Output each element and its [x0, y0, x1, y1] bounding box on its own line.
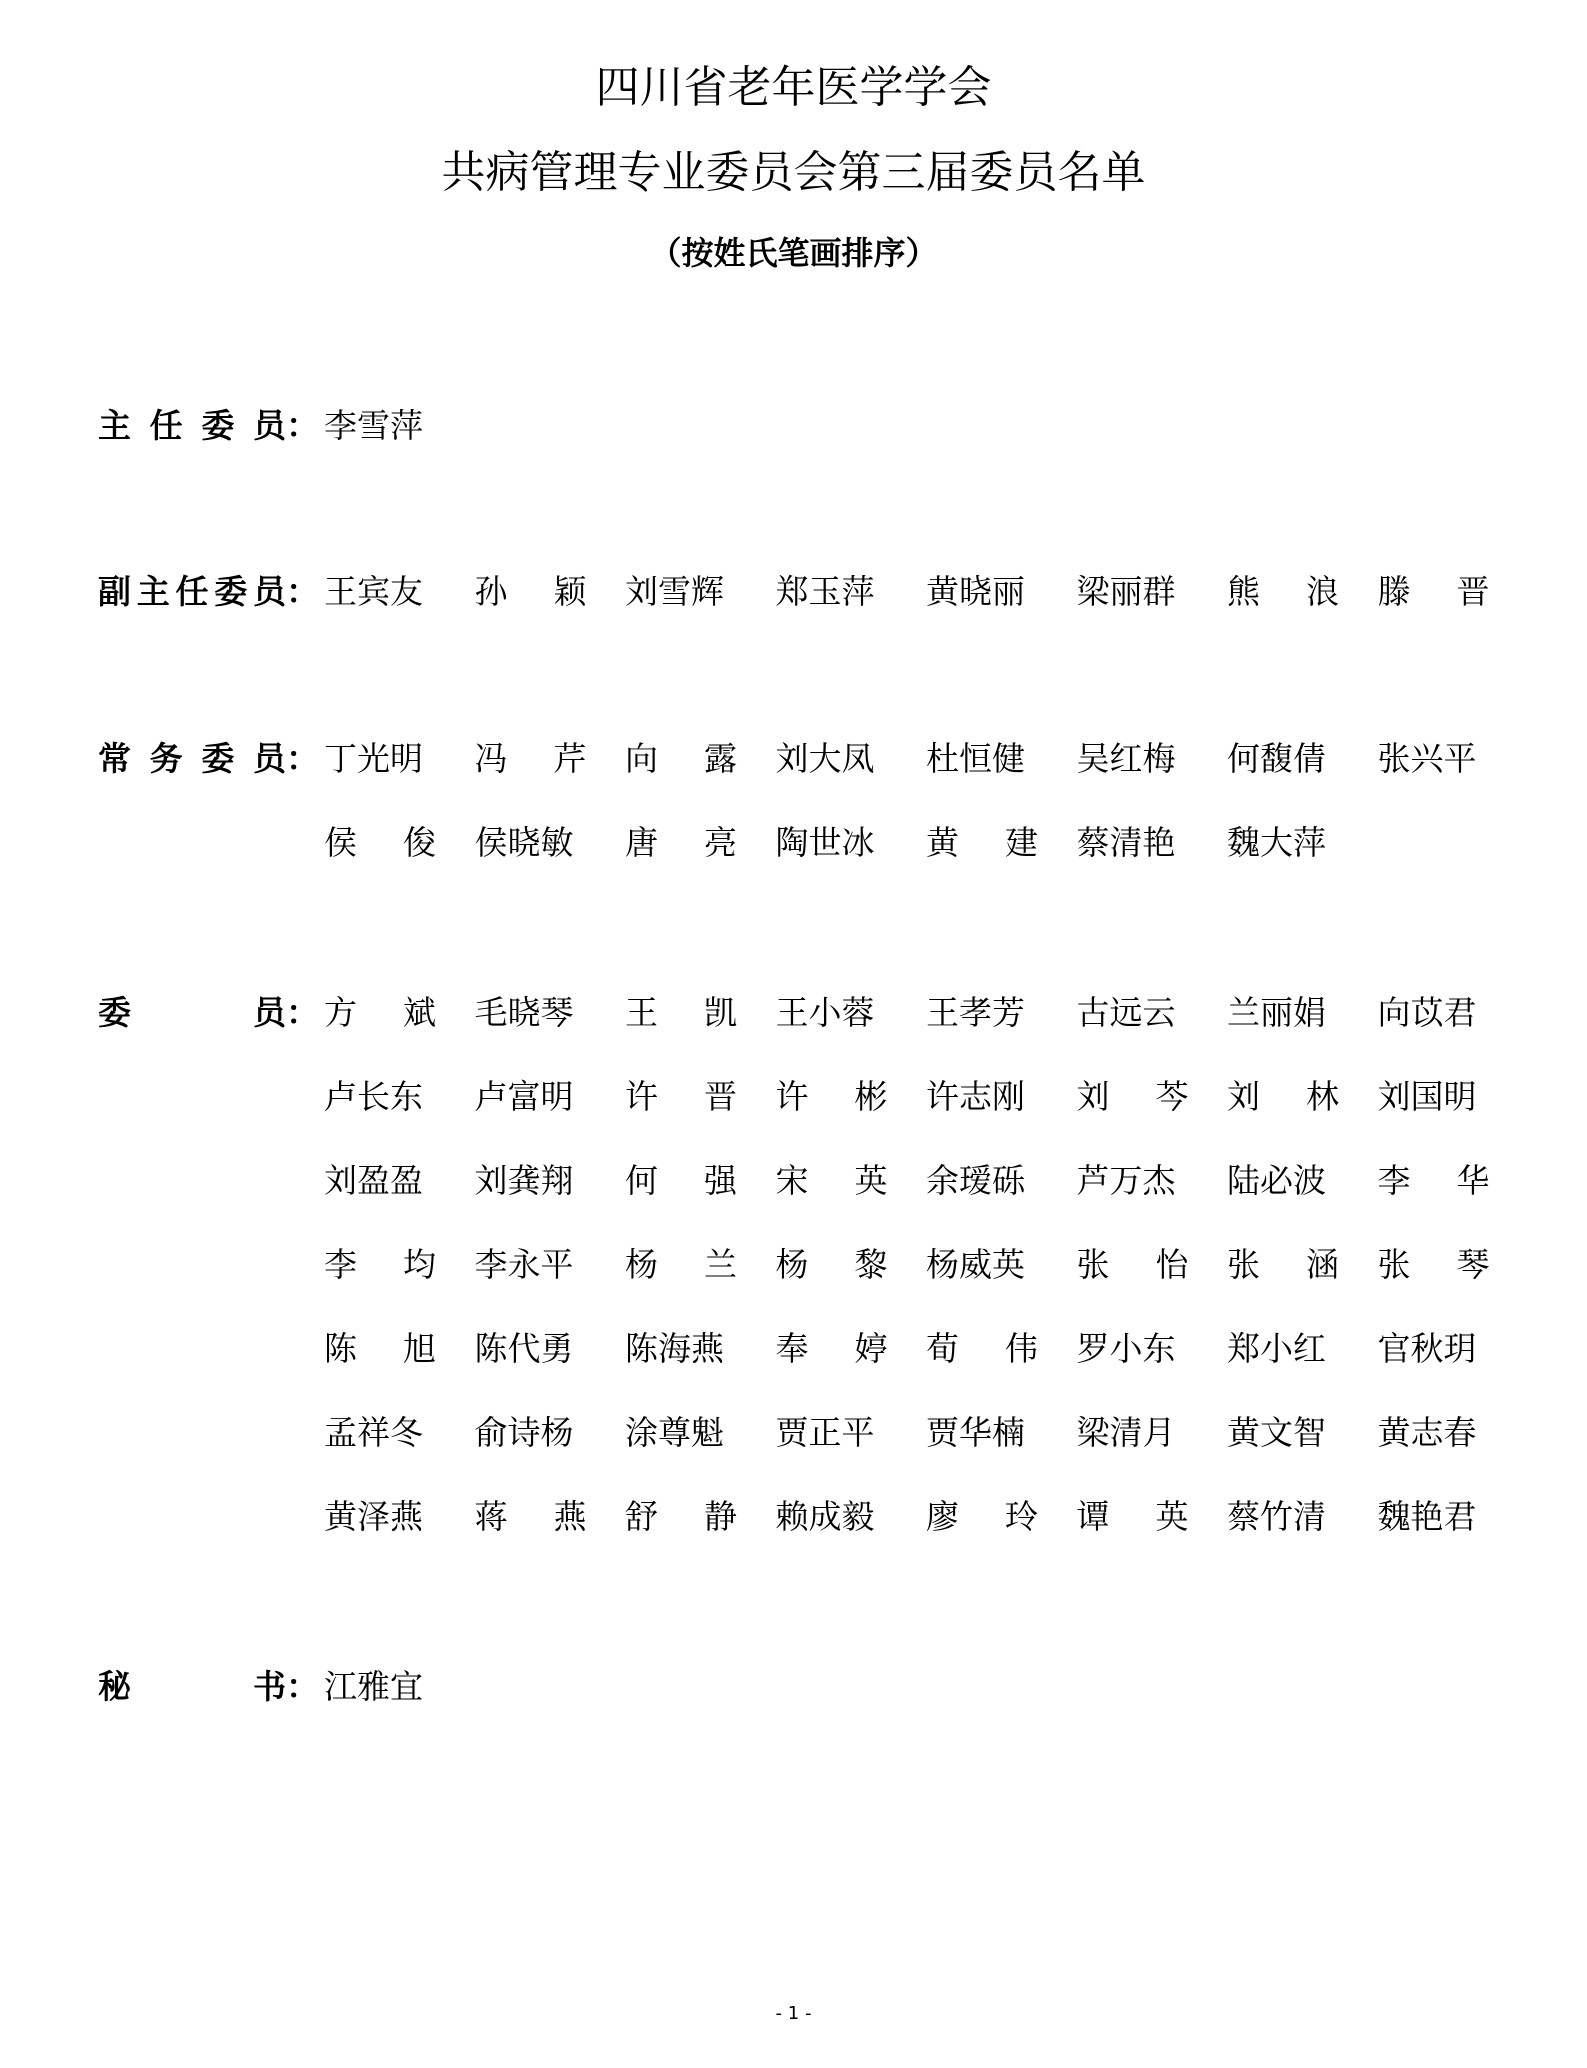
section-label	[98, 570, 326, 614]
member-name: 刘国明	[1377, 1077, 1477, 1116]
member-name	[625, 991, 737, 1035]
member-name-char: 刘	[1076, 1077, 1110, 1116]
member-name-char: 张	[1377, 1245, 1411, 1284]
section-label-char: 主	[98, 406, 131, 445]
member-name: 黄文智	[1227, 1413, 1326, 1452]
member-name: 张兴平	[1377, 739, 1477, 778]
member-name: 杨威英	[926, 1245, 1025, 1284]
member-name-char: 向	[625, 739, 658, 778]
member-name	[926, 1495, 1038, 1539]
member-name: 许志刚	[926, 1077, 1025, 1116]
section-label	[98, 737, 326, 781]
member-name	[1227, 570, 1339, 614]
document-subtitle: （按姓氏笔画排序）	[649, 234, 938, 272]
member-name-char: 谭	[1076, 1497, 1110, 1536]
member-name: 郑玉萍	[775, 572, 875, 611]
member-name	[776, 1243, 888, 1287]
member-name-char: 斌	[403, 993, 436, 1032]
member-name: 魏大萍	[1227, 823, 1326, 862]
member-name: 贾华楠	[926, 1413, 1025, 1452]
section-label-char: 秘	[98, 1667, 131, 1706]
section-label-char: 委	[214, 572, 248, 611]
member-name-char: 玲	[1005, 1497, 1038, 1536]
member-name: 李永平	[474, 1245, 574, 1284]
member-name-char: 王	[625, 993, 658, 1032]
member-name: 赖成毅	[775, 1497, 875, 1536]
name-list	[324, 1665, 1528, 1749]
member-name: 黄泽燕	[324, 1497, 423, 1536]
member-name-char: 燕	[553, 1497, 587, 1536]
member-name-char: 廖	[926, 1497, 959, 1536]
section-label-colon: ：	[286, 406, 319, 445]
member-name-char: 蒋	[474, 1497, 508, 1536]
section-label-colon: ：	[286, 739, 319, 778]
member-name-char: 滕	[1377, 572, 1411, 611]
section-label-char: 员	[252, 406, 286, 445]
member-name: 郑小红	[1227, 1329, 1326, 1368]
member-name-char: 林	[1306, 1077, 1339, 1116]
member-name: 蔡清艳	[1076, 823, 1176, 862]
member-name: 向苡君	[1377, 993, 1477, 1032]
document-title-line-2: 共病管理专业委员会第三届委员名单	[441, 147, 1146, 198]
member-name: 李雪萍	[324, 406, 423, 445]
member-name: 侯晓敏	[474, 823, 574, 862]
member-name: 贾正平	[775, 1413, 875, 1452]
member-name	[1227, 1243, 1339, 1287]
section-label-char: 员	[253, 572, 286, 611]
member-name: 吴红梅	[1076, 739, 1176, 778]
section-label-char: 副	[98, 572, 131, 611]
section-label-char: 委	[98, 993, 131, 1032]
section-label-char: 员	[253, 993, 286, 1032]
member-name-char: 亮	[704, 823, 737, 862]
member-name: 刘龚翔	[474, 1161, 574, 1200]
member-name-char: 兰	[704, 1245, 737, 1284]
section-label-char: 常	[98, 739, 131, 778]
member-name: 官秋玥	[1377, 1329, 1477, 1368]
section-label	[98, 991, 326, 1035]
member-name-char: 何	[625, 1161, 658, 1200]
member-name	[1378, 570, 1490, 614]
member-name: 陈海燕	[625, 1329, 724, 1368]
page-number: - 1 -	[775, 2003, 812, 2024]
member-name: 丁光明	[324, 739, 423, 778]
member-name	[625, 1243, 737, 1287]
member-name: 王小蓉	[775, 993, 875, 1032]
member-name-char: 露	[704, 739, 737, 778]
section-label-char: 委	[201, 739, 235, 778]
member-name-char: 唐	[625, 823, 658, 862]
section-label-colon: ：	[286, 572, 319, 611]
section-label-text	[98, 570, 286, 614]
member-name: 卢富明	[474, 1077, 574, 1116]
member-name-char: 琴	[1456, 1245, 1490, 1284]
member-name	[324, 1327, 436, 1371]
member-name-char: 芩	[1155, 1077, 1189, 1116]
member-name: 陈代勇	[474, 1329, 574, 1368]
member-name: 古远云	[1076, 993, 1176, 1032]
member-name-char: 静	[704, 1497, 737, 1536]
section-label-char: 任	[149, 406, 183, 445]
member-name-char: 颖	[553, 572, 587, 611]
document-title-line-1: 四川省老年医学学会	[595, 62, 992, 113]
section-label-char: 书	[253, 1667, 286, 1706]
member-name-char: 张	[1076, 1245, 1110, 1284]
member-name	[625, 737, 737, 781]
section-label-text	[98, 991, 286, 1035]
member-name-char: 杨	[775, 1245, 809, 1284]
member-name-char: 孙	[474, 572, 508, 611]
member-name: 刘盈盈	[324, 1161, 423, 1200]
member-name	[926, 821, 1038, 865]
member-name-char: 彬	[854, 1077, 888, 1116]
member-name-char: 英	[1155, 1497, 1189, 1536]
section-label-colon: ：	[286, 993, 319, 1032]
member-name: 王宾友	[324, 572, 423, 611]
member-name-char: 李	[1377, 1161, 1411, 1200]
member-name	[776, 1327, 888, 1371]
member-name: 何馥倩	[1227, 739, 1326, 778]
member-name: 余瑷砾	[926, 1161, 1025, 1200]
member-name: 梁丽群	[1076, 572, 1176, 611]
member-name-char: 强	[704, 1161, 737, 1200]
member-name-char: 晋	[1456, 572, 1490, 611]
member-name: 涂尊魁	[625, 1413, 724, 1452]
member-name: 杜恒健	[926, 739, 1025, 778]
member-name-char: 婷	[854, 1329, 888, 1368]
section-label	[98, 1665, 326, 1709]
member-name-char: 冯	[474, 739, 508, 778]
section-label-text	[98, 404, 286, 448]
member-name	[776, 1075, 888, 1119]
member-name	[475, 1495, 587, 1539]
member-name-char: 黎	[854, 1245, 888, 1284]
member-name-char: 许	[625, 1077, 658, 1116]
name-list	[324, 737, 1528, 905]
section-label-char: 务	[149, 739, 183, 778]
member-name-char: 许	[775, 1077, 809, 1116]
member-name-char: 旭	[403, 1329, 436, 1368]
member-name: 俞诗杨	[474, 1413, 574, 1452]
member-name-char: 英	[854, 1161, 888, 1200]
member-name: 刘雪辉	[625, 572, 724, 611]
member-name	[1378, 1159, 1490, 1203]
member-name-char: 伟	[1005, 1329, 1038, 1368]
member-name	[776, 1159, 888, 1203]
member-name: 兰丽娟	[1227, 993, 1326, 1032]
member-name-char: 奉	[775, 1329, 809, 1368]
section-label-char: 主	[136, 572, 170, 611]
member-name	[1378, 1243, 1490, 1287]
member-name	[1077, 1075, 1189, 1119]
member-name-char: 方	[324, 993, 357, 1032]
member-name	[324, 1243, 436, 1287]
member-name: 陶世冰	[775, 823, 875, 862]
member-name-char: 舒	[625, 1497, 658, 1536]
member-name-char: 李	[324, 1245, 357, 1284]
member-name-char: 怡	[1155, 1245, 1189, 1284]
member-name: 王孝芳	[926, 993, 1025, 1032]
member-name-char: 张	[1227, 1245, 1260, 1284]
member-name	[926, 1327, 1038, 1371]
member-name: 孟祥冬	[324, 1413, 423, 1452]
member-name: 刘大凤	[775, 739, 875, 778]
member-name-char: 宋	[775, 1161, 809, 1200]
member-name-char: 建	[1005, 823, 1038, 862]
member-name-char: 熊	[1227, 572, 1260, 611]
member-name: 魏艳君	[1377, 1497, 1477, 1536]
member-name-char: 刘	[1227, 1077, 1260, 1116]
member-name	[1077, 1495, 1189, 1539]
member-name: 芦万杰	[1076, 1161, 1176, 1200]
member-name-char: 涵	[1306, 1245, 1339, 1284]
section-label-char: 员	[252, 739, 286, 778]
member-name: 罗小东	[1076, 1329, 1176, 1368]
section-label-char: 委	[201, 406, 235, 445]
member-name: 江雅宜	[324, 1667, 423, 1706]
member-name	[625, 1495, 737, 1539]
member-name: 陆必波	[1227, 1161, 1326, 1200]
member-name	[625, 821, 737, 865]
member-name	[475, 570, 587, 614]
member-name-char: 侯	[324, 823, 357, 862]
member-name-char: 陈	[324, 1329, 357, 1368]
member-name	[475, 737, 587, 781]
member-name	[625, 1159, 737, 1203]
member-name-char: 晋	[704, 1077, 737, 1116]
member-name	[1227, 1075, 1339, 1119]
member-name-char: 荀	[926, 1329, 959, 1368]
member-name-char: 黄	[926, 823, 959, 862]
member-name: 黄志春	[1377, 1413, 1477, 1452]
name-list	[324, 991, 1528, 1579]
member-name-char: 芹	[553, 739, 587, 778]
name-list	[324, 570, 1528, 654]
section-label-text	[98, 1665, 286, 1709]
member-name	[625, 1075, 737, 1119]
member-name-char: 浪	[1306, 572, 1339, 611]
member-name	[324, 991, 436, 1035]
member-name: 蔡竹清	[1227, 1497, 1326, 1536]
member-name-char: 凯	[704, 993, 737, 1032]
member-name-char: 均	[403, 1245, 436, 1284]
member-name: 梁清月	[1076, 1413, 1176, 1452]
member-name-char: 俊	[403, 823, 436, 862]
member-name: 黄晓丽	[926, 572, 1025, 611]
section-label	[98, 404, 326, 448]
name-list	[324, 404, 1528, 488]
member-name	[324, 821, 436, 865]
section-label-text	[98, 737, 286, 781]
section-label-char: 任	[175, 572, 209, 611]
member-name-char: 华	[1456, 1161, 1490, 1200]
member-name	[1077, 1243, 1189, 1287]
member-name: 卢长东	[324, 1077, 423, 1116]
member-name: 毛晓琴	[474, 993, 574, 1032]
section-label-colon: ：	[286, 1667, 319, 1706]
member-name-char: 杨	[625, 1245, 658, 1284]
